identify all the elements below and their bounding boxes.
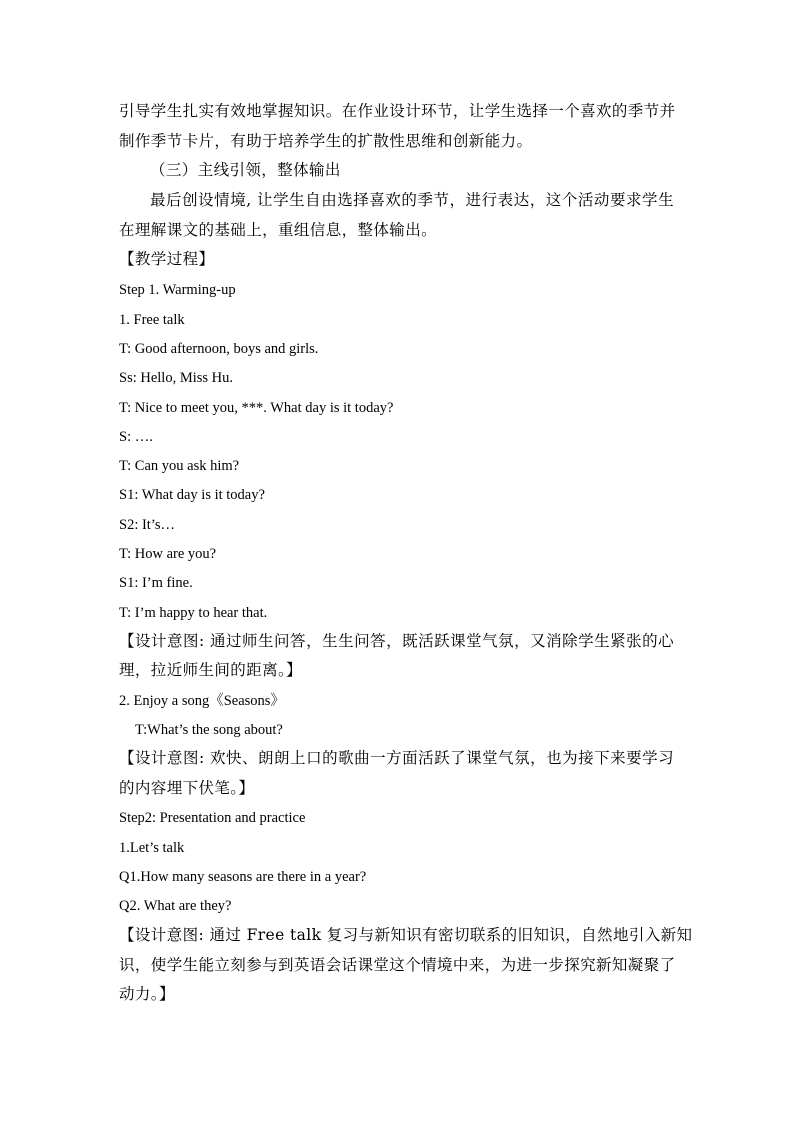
- paragraph-line: 引导学生扎实有效地掌握知识。在作业设计环节，让学生选择一个喜欢的季节并: [119, 102, 676, 120]
- step-heading: Step 1. Warming-up: [119, 282, 236, 298]
- activity-heading: 1. Free talk: [119, 312, 185, 328]
- design-intent-line: 动力。】: [119, 985, 175, 1003]
- dialogue-line: S: ….: [119, 429, 153, 445]
- dialogue-line: S1: What day is it today?: [119, 487, 265, 503]
- dialogue-line: T:What’s the song about?: [135, 722, 283, 738]
- design-intent-line: 理，拉近师生间的距离。】: [119, 661, 303, 679]
- design-intent-line: 的内容埋下伏笔。】: [119, 779, 255, 797]
- paragraph-line: 最后创设情境, 让学生自由选择喜欢的季节，进行表达，这个活动要求学生: [150, 191, 674, 209]
- dialogue-line: T: Nice to meet you, ***. What day is it today?: [119, 400, 394, 416]
- design-intent-line: 【设计意图: 通过师生问答，生生问答，既活跃课堂气氛，又消除学生紧张的心: [119, 632, 674, 650]
- section-heading: （三）主线引领，整体输出: [150, 161, 341, 179]
- dialogue-line: S2: It’s…: [119, 517, 175, 533]
- paragraph-line: 制作季节卡片，有助于培养学生的扩散性思维和创新能力。: [119, 132, 533, 150]
- dialogue-line: T: Good afternoon, boys and girls.: [119, 341, 319, 357]
- dialogue-line: T: How are you?: [119, 546, 217, 562]
- dialogue-line: S1: I’m fine.: [119, 575, 193, 591]
- activity-heading: 2. Enjoy a song《Seasons》: [119, 693, 285, 709]
- design-intent-line: 识，使学生能立刻参与到英语会话课堂这个情境中来，为进一步探究新知凝聚了: [119, 956, 676, 974]
- paragraph-line: 在理解课文的基础上，重组信息，整体输出。: [119, 221, 438, 239]
- dialogue-line: Ss: Hello, Miss Hu.: [119, 370, 234, 386]
- design-intent-line: 【设计意图: 欢快、朗朗上口的歌曲一方面活跃了课堂气氛，也为接下来要学习: [119, 749, 674, 767]
- design-intent-line: 【设计意图: 通过 Free talk 复习与新知识有密切联系的旧知识，自然地引入新知: [119, 926, 693, 944]
- section-heading: 【教学过程】: [119, 250, 215, 268]
- dialogue-line: T: I’m happy to hear that.: [119, 605, 268, 621]
- step-heading: Step2: Presentation and practice: [119, 810, 306, 826]
- question-line: Q2. What are they?: [119, 898, 232, 914]
- dialogue-line: T: Can you ask him?: [119, 458, 240, 474]
- activity-heading: 1.Let’s talk: [119, 840, 185, 856]
- question-line: Q1.How many seasons are there in a year?: [119, 869, 367, 885]
